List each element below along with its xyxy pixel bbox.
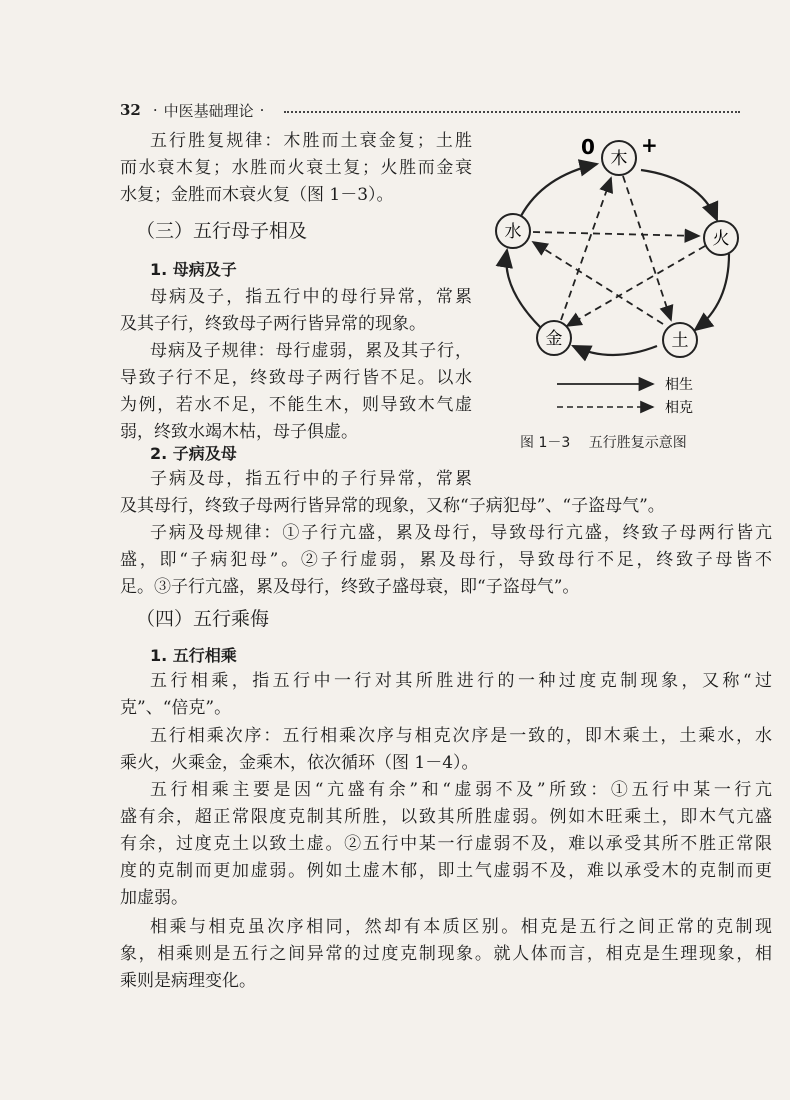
paragraph-line: 子病及母，指五行中的子行异常，常累 [150,469,472,489]
paragraph-line: 及其母行，终致子母两行皆异常的现象，又称“子病犯母”、“子盗母气”。 [120,496,665,516]
sign-plus: + [641,133,658,157]
node-fire [704,221,738,255]
line-earth-to-water [533,242,663,324]
figure-caption [520,432,687,452]
node-water [496,214,530,248]
arc-water-to-wood [521,164,597,216]
paragraph-line: 克”、“倍克”。 [120,698,232,718]
paragraph-line: 母病及子规律：母行虚弱，累及其子行， [150,341,472,361]
diagram-svg [485,128,755,428]
section-heading: （四）五行乘侮 [136,608,270,630]
paragraph-line: 度的克制而更加虚弱。例如土虚木郁，即土气虚弱不及，难以承受木的克制而更 [120,861,772,881]
page-number: 32 [120,101,141,119]
node-fire-label: 火 [712,229,730,249]
subsection-heading: 1. 母病及子 [150,260,237,279]
running-header [120,98,740,122]
paragraph-line: 盛，即“子病犯母”。②子行虚弱，累及母行，导致母行不足，终致子母皆不 [120,550,772,570]
line-water-to-fire [533,232,699,236]
paragraph-line: 有余，过度克土以致土虚。②五行中某一行虚弱不及，难以承受其所不胜正常限 [120,834,772,854]
paragraph-line: 足。③子行亢盛，累及母行，终致子盛母衰，即“子盗母气”。 [120,577,580,597]
book-title: 中医基础理论 [163,101,254,120]
paragraph-line: 相乘与相克虽次序相同，然却有本质区别。相克是五行之间正常的克制现 [150,917,772,937]
node-metal-label: 金 [545,329,563,349]
arc-fire-to-earth [695,254,729,330]
node-water-label: 水 [504,222,522,242]
arc-metal-to-water [506,250,541,328]
node-wood-label: 木 [610,149,628,169]
restraining-cycle-lines [533,176,705,326]
paragraph-line: 乘则是病理变化。 [120,971,256,991]
paragraph-line: 五行胜复规律：木胜而土衰金复；土胜 [150,131,472,151]
paragraph-line: 为例，若水不足，不能生木，则导致木气虚 [120,395,472,415]
paragraph-line: 而水衰木复；水胜而火衰土复；火胜而金衰 [120,158,472,178]
node-earth-label: 土 [671,331,689,351]
paragraph-line: 五行相乘次序：五行相乘次序与相克次序是一致的，即木乘土，土乘水，水 [150,726,772,746]
paragraph-line: 子病及母规律：①子行亢盛，累及母行，导致母行亢盛，终致子母两行皆亢 [150,523,772,543]
diagram-legend [557,376,693,416]
legend-restrict-label: 相克 [665,400,693,416]
node-wood [602,141,636,175]
line-fire-to-metal [567,246,705,326]
paragraph-line: 乘火，火乘金，金乘木，依次循环（图 1－4）。 [120,753,479,773]
header-separator: · [152,101,158,119]
paragraph-line: 弱，终致水竭木枯，母子俱虚。 [120,422,358,442]
paragraph-line: 及其子行，终致母子两行皆异常的现象。 [120,314,426,334]
section-heading: （三）五行母子相及 [136,220,308,242]
header-dotted-rule [284,111,740,113]
paragraph-line: 加虚弱。 [120,888,188,908]
line-wood-to-earth [623,176,671,320]
header-separator-2: · [259,101,265,119]
paragraph-line: 母病及子，指五行中的母行异常，常累 [150,287,472,307]
figure-caption-number: 图 1－3 [520,435,571,451]
arc-wood-to-fire [641,170,717,220]
paragraph-line: 水复；金胜而木衰火复（图 1－3）。 [120,185,394,205]
paragraph-line: 盛有余，超正常限度克制其所胜，以致其所胜虚弱。例如木旺乘土，即木气亢盛 [120,807,772,827]
subsection-heading: 1. 五行相乘 [150,646,237,665]
sign-zero: 0 [581,135,595,159]
arc-earth-to-metal [573,346,657,355]
paragraph-line: 导致子行不足，终致母子两行皆不足。以水 [120,368,472,388]
paragraph-line: 五行相乘主要是因“亢盛有余”和“虚弱不及”所致：①五行中某一行亢 [150,780,772,800]
line-metal-to-wood [561,178,611,320]
node-earth [663,323,697,357]
node-metal [537,321,571,355]
subsection-heading: 2. 子病及母 [150,444,237,463]
figure-caption-text: 五行胜复示意图 [588,435,687,451]
paragraph-line: 象，相乘则是五行之间异常的过度克制现象。就人体而言，相克是生理现象，相 [120,944,772,964]
five-phases-diagram [485,128,755,458]
legend-generate-label: 相生 [665,377,693,393]
generating-cycle-arcs [506,164,729,355]
paragraph-line: 五行相乘，指五行中一行对其所胜进行的一种过度克制现象，又称“过 [150,671,772,691]
